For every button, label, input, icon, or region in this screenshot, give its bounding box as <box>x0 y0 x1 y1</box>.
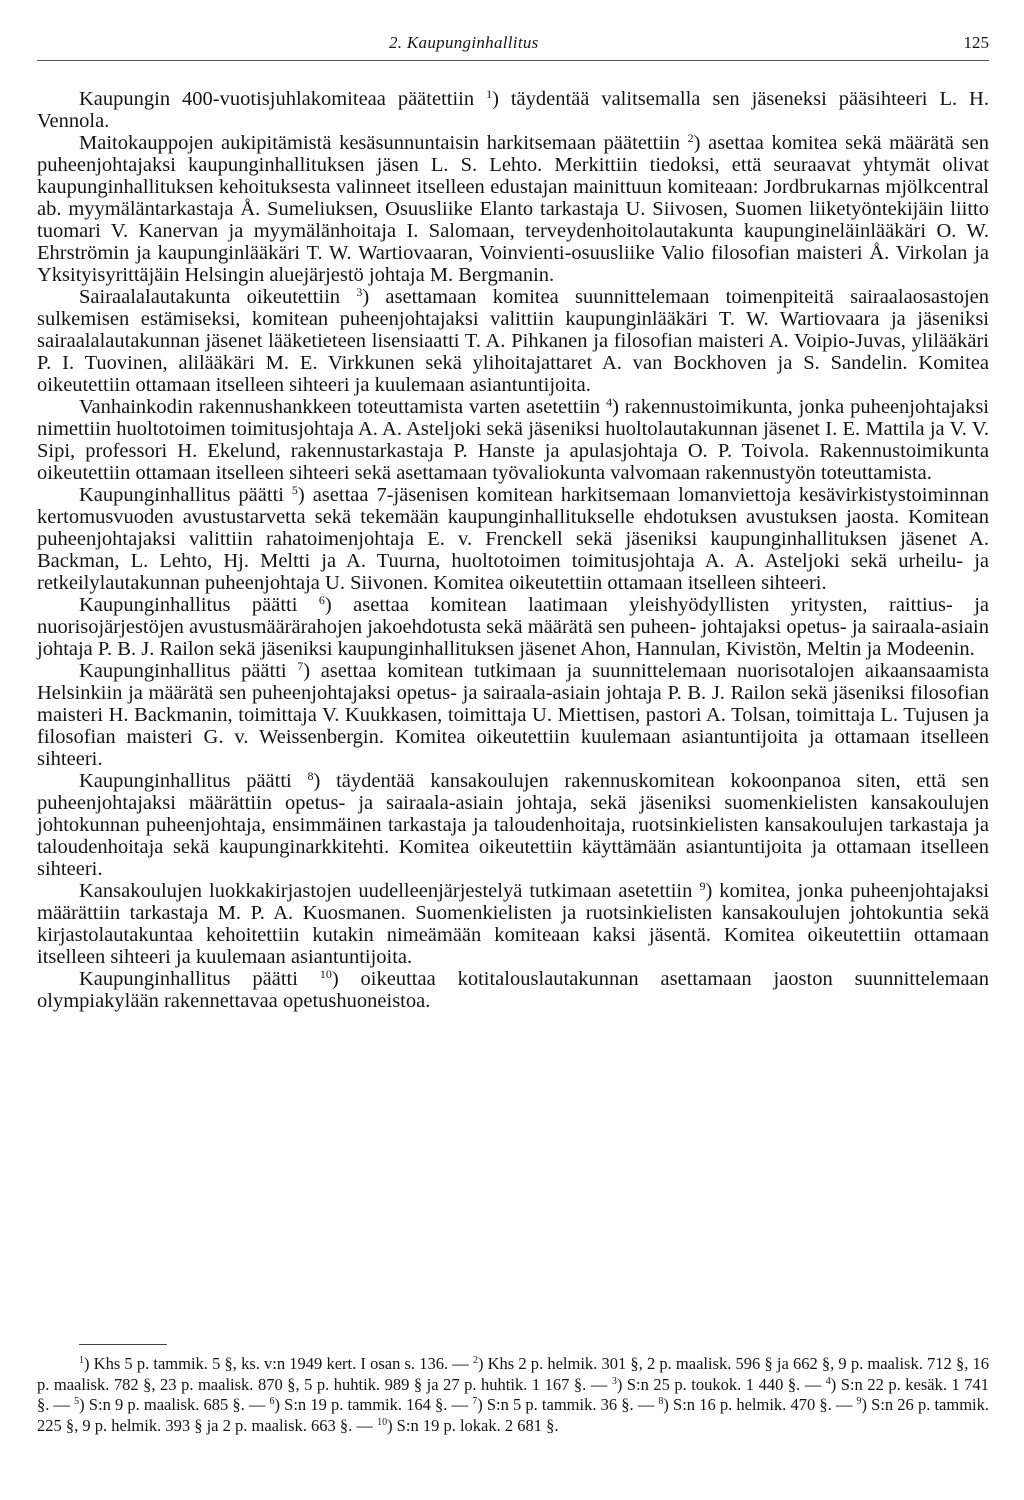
footnote-ref: 6 <box>318 593 325 607</box>
footnote-ref: 10 <box>319 967 332 981</box>
footnote-ref: 1 <box>486 87 493 101</box>
footnote-ref: 7 <box>297 659 304 673</box>
paragraph: Kaupunginhallitus päätti $^7$) asettaa komitean tutkimaan ja suunnittelemaan nuorisotalojen aikaansaamista Helsinkiin ja määrätä sen puheenjohtajaksi opetus- ja sairaala-asiain johtaja P. B. J. Railon sekä jäseniksi filosofian maisteri H. Backmanin, toimittaja V. Kuukkasen, toimittaja U. Miettisen, pastori A. Tolsan, toimittaja L. Tujusen ja filosofian maisteri G. v. Weissenbergin. Komitea oikeutettiin kuulemaan asiantuntijoita ja ottamaan itselleen sihteeri. <box>37 659 989 770</box>
running-title: 2. Kaupunginhallitus <box>389 33 539 52</box>
paragraph: Kaupunginhallitus päätti $^{10}$) oikeuttaa kotitalouslautakunnan asettamaan jaoston suunnittelemaan olympiakylään rakennettavaa opetushuoneistoa. <box>37 967 989 1012</box>
footnote-rule <box>79 1344 167 1345</box>
paragraph: Kaupunginhallitus päätti $^8$) täydentää kansakoulujen rakennuskomitean kokoonpanoa siten, että sen puheenjohtajaksi määrättiin opetus- ja sairaala-asiain johtaja, sekä jäseniksi suomenkielisten kansakoulujen johtokunnan puheenjohtaja, ensimmäinen tarkastaja ja taloudenhoitaja, ruotsinkielisten kansakoulujen tarkastaja ja taloudenhoitaja sekä kaupunginarkkitehti. Komitea oikeutettiin käyttämään asiantuntijoita ja ottamaan itselleen sihteeri. <box>37 769 989 880</box>
header-rule <box>37 60 989 61</box>
footnote-ref: 5 <box>291 483 298 497</box>
body-text <box>37 88 989 1012</box>
paragraph: Kaupunginhallitus päätti $^5$) asettaa 7-jäsenisen komitean harkitsemaan lomanviettoja kesävirkistystoiminnan kertomusvuoden avustustarvetta sekä tekemään kaupunginhallitukselle ehdotuksen avustuksen jaosta. Komitean puheenjohtajaksi valittiin rahatoimenjohtaja E. v. Frenckell sekä jäseniksi kaupunginhallituksen jäsenet A. Backman, L. Lehto, Hj. Meltti ja A. Tuurna, huoltotoimen toimitusjohtaja A. A. Asteljoki sekä urheilu- ja retkeilylautakunnan puheenjohtaja U. Siivonen. Komitea oikeutettiin ottamaan itselleen sihteeri. <box>37 483 989 594</box>
paragraph: Kaupungin 400-vuotisjuhlakomiteaa päätettiin $^1$) täydentää valitsemalla sen jäseneksi pääsihteeri L. H. Vennola. <box>37 87 989 132</box>
footnote-ref: 8 <box>307 769 314 783</box>
footnotes <box>37 1344 989 1436</box>
footnote-ref: 4 <box>606 395 613 409</box>
footnote-ref: 3 <box>356 285 363 299</box>
paragraph: Sairaalalautakunta oikeutettiin $^3$) asettamaan komitea suunnittelemaan toimenpiteitä sairaalaosastojen sulkemisen estämiseksi, komitean puheenjohtajaksi valittiin kaupunginlääkäri T. W. Wartiovaara ja jäseniksi sairaalalautakunnan jäsenet lääketieteen lisensiaatti T. A. Pihkanen ja filosofian maisteri A. Voipio-Juvas, ylilääkäri P. I. Tuovinen, alilääkäri M. E. Virkkunen sekä ylihoitajattaret A. van Bockhoven ja S. Sandelin. Komitea oikeutettiin ottamaan itselleen sihteeri ja kuulemaan asiantuntijoita. <box>37 285 989 396</box>
page-header <box>37 33 989 61</box>
page-number: 125 <box>963 33 989 52</box>
footnote-text: $^1$) Khs 5 p. tammik. 5 §, ks. v:n 1949 kert. I osan s. 136. — $^2$) Khs 2 p. helmik. 301 §, 2 p. maalisk. 596 § ja 662 §, 9 p. maalisk. 712 §, 16 p. maalisk. 782 §, 23 p. maalisk. 870 §, 5 p. huhtik. 989 § ja 27 p. huhtik. 1 167 §. — $^3$) S:n 25 p. toukok. 1 440 §. — $^4$) S:n 22 p. kesäk. 1 741 §. — $^5$) S:n 9 p. maalisk. 685 §. — $^6$) S:n 19 p. tammik. 164 §. — $^7$) S:n 5 p. tammik. 36 §. — $^8$) S:n 16 p. helmik. 470 §. — $^9$) S:n 26 p. tammik. 225 §, 9 p. helmik. 393 § ja 2 p. maalisk. 663 §. — $^{10}$) S:n 19 p. lokak. 2 681 §. <box>37 1354 990 1435</box>
paragraph: Maitokauppojen aukipitämistä kesäsunnuntaisin harkitsemaan päätettiin $^2$) asettaa komitea sekä määrätä sen puheenjohtajaksi kaupunginhallituksen jäsen L. S. Lehto. Merkittiin tiedoksi, että seuraavat yhtymät olivat kaupunginhallituksen kehoituksesta valinneet itselleen edustajan mainittuun komiteaan: Jordbrukarnas mjölkcentral ab. myymäläntarkastaja Å. Sumeliuksen, Osuusliike Elanto tarkastaja U. Siivosen, Suomen liiketyöntekijäin liitto tuomari V. Kanervan ja myymälänhoitaja I. Salomaan, terveydenhoitolautakunta kaupungineläinlääkäri O. W. Ehrströmin ja kaupunginlääkäri T. W. Wartiovaaran, Voinvienti-osuusliike Valio filosofian maisteri Å. Virkolan ja Yksityisyrittäjäin Helsingin aluejärjestö johtaja M. Bergmanin. <box>37 131 989 286</box>
document-page <box>37 0 989 1500</box>
paragraph: Kaupunginhallitus päätti $^6$) asettaa komitean laatimaan yleishyödyllisten yritysten, raittius- ja nuorisojärjestöjen avustusmäärärahojen jakoehdotusta sekä määrätä sen puheen- johtajaksi opetus- ja sairaala-asiain johtaja P. B. J. Railon sekä jäseniksi kaupunginhallituksen jäsenet Ahon, Hannulan, Kivistön, Meltin ja Modeenin. <box>37 593 989 660</box>
paragraph: Kansakoulujen luokkakirjastojen uudelleenjärjestelyä tutkimaan asetettiin $^9$) komitea, jonka puheenjohtajaksi määrättiin tarkastaja M. P. A. Kuosmanen. Suomenkielisten ja ruotsinkielisten kansakoulujen johtokuntia sekä kirjastolautakuntaa kehoitettiin kutakin nimeämään komiteaan kaksi jäsentä. Komitea oikeutettiin ottamaan itselleen sihteeri ja kuulemaan asiantuntijoita. <box>37 879 990 968</box>
footnote-ref: 2 <box>687 131 694 145</box>
footnote-ref: 9 <box>699 879 706 893</box>
paragraph: Vanhainkodin rakennushankkeen toteuttamista varten asetettiin $^4$) rakennustoimikunta, jonka puheenjohtajaksi nimettiin huoltotoimen toimitusjohtaja A. A. Asteljoki sekä jäseniksi huoltolautakunnan jäsenet I. E. Mattila ja V. V. Sipi, professori H. Ekelund, rakennustarkastaja P. Hanste ja apulasjohtaja O. P. Toivola. Rakennustoimikunta oikeutettiin ottamaan itselleen sihteeri sekä asettamaan työvaliokunta valvomaan rakennustyön toteuttamista. <box>37 395 989 484</box>
